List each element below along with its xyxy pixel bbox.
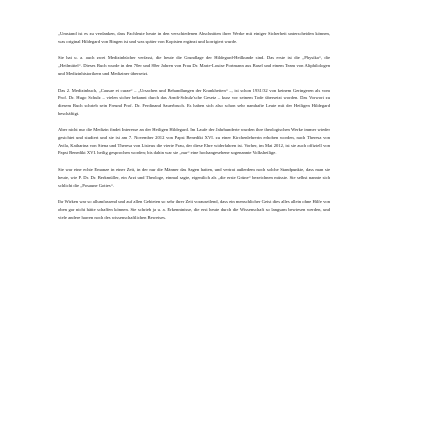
paragraph-medizinbuecher: Sie hat u. a. auch zwei Medizinbücher verfasst, die heute die Grundlage der Hildegard-Heilkunde sind. Das erste ist die „Physika“, die „Heilmittel“. Dieses Buch wurde in den 70er und 80er Jahren von Frau Dr. Marie-Louise Portmann aus Basel und einem Team von Altphilologen und Medizinhistorikern und Mediziner übersetzt.	[58, 55, 330, 76]
paragraph-wirken: Ihr Wirken war so allumfassend und auf allen Gebieten so sehr ihrer Zeit vorauseilend, dass ein menschlicher Geist dies alles allein ohne Hilfe von oben gar nicht hätte schaffen können. Sie schrieb ja u. a. Erkenntnisse, die erst heute durch die Wissenschaft so langsam bewiesen werden, und viele andere harren noch des wissenschaftlichen Beweises.	[58, 199, 330, 220]
paragraph-kirchenlehrerin: Aber nicht nur die Medizin findet Interesse an der Heiligen Hildegard. Im Laufe der Jahrhunderte wurden ihre theologischen Werke immer wieder gesichtet und studiert und sie ist am 7. November 2012 von Papst Benedikt XVI. zu einer Kirchenlehrerin erhoben worden, nach Theresa von Avila, Katharina von Siena und Theresa von Lisieux die vierte Frau, der diese Ehre widerfahren ist. Vorher, im Mai 2012, ist sie auch offiziell von Papst Benedikt XVI. heilig gesprochen worden; bis dahin war sie „nur“ eine hochangesehene sogenannte Volksheilige.	[58, 127, 330, 156]
paragraph-intro: „Umstand ist es zu verdanken, dass Fachleute heute in den verschiedenen Abschnitten ihrer Werke mit einiger Sicherheit unterscheiden können, was original Hildegard von Bingen ist und was später von Kopisten ergänzt und korrigiert wurde.	[58, 31, 330, 44]
paragraph-causae-et-curae: Das 2. Medizinbuch, „Causae et curae“ – „Ursachen und Behandlungen der Krankheiten“ –, ist schon 1931/32 von keinem Geringeren als vom Prof. Dr. Hugo Schulz – vielen sicher bekannt durch das Arndt-Schulz'sche Gesetz – kurz vor seinem Tode übersetzt worden. Das Vorwort zu diesem Buch schrieb sein Freund Prof. Dr. Ferdinand Sauerbruch. Es haben sich also schon sehr namhafte Leute mit der Heiligen Hildegard beschäftigt.	[58, 87, 330, 116]
paragraph-emanze: Sie war eine echte Emanze in einer Zeit, in der nur die Männer das Sagen hatten, und vertrat außerdem noch solche Standpunkte, dass man sie heute, wie P. Dr. Dr. Berkmüller, ein Arzt und Theologe, einmal sagte, eigentlich als „die erste Grüne“ bezeichnen müsste. Sie selbst nannte sich schlicht die „Posaune Gottes“.	[58, 167, 330, 188]
